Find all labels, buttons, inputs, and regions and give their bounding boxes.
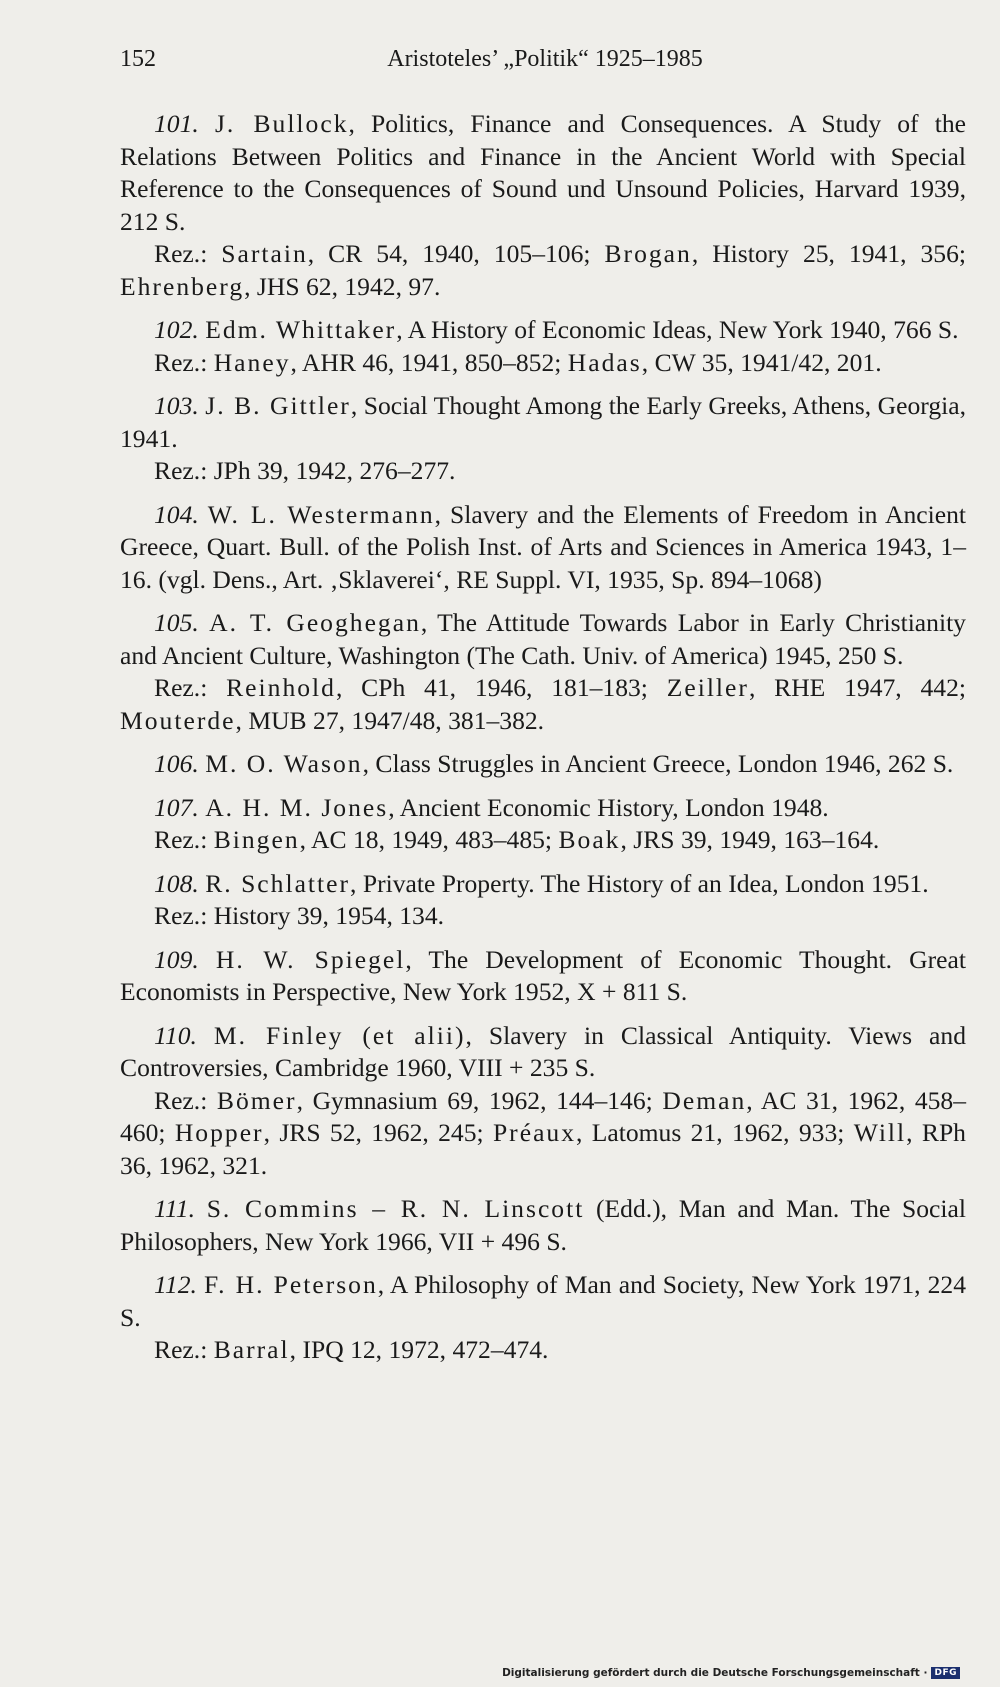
- reviewer-name: Barral: [213, 1335, 290, 1364]
- entry-details: , Class Struggles in Ancient Greece, London 1946, 262 S.: [362, 749, 954, 778]
- entry-details: , A History of Economic Ideas, New York 1940, 766 S.: [396, 315, 959, 344]
- entry-citation: [120, 1193, 966, 1258]
- reviewer-name: Bingen: [213, 825, 300, 854]
- review-text: Rez.:: [154, 673, 227, 702]
- review-text: Rez.:: [154, 239, 222, 268]
- bibliography-entry: [120, 390, 966, 488]
- review-text: Rez.: JPh 39, 1942, 276–277.: [154, 456, 456, 485]
- reviewer-name: Deman: [662, 1085, 747, 1115]
- review-text: Rez.:: [154, 825, 214, 854]
- entry-number: 105.: [154, 608, 199, 637]
- reviewer-name: Hopper: [174, 1118, 264, 1147]
- entry-author: R. Schlatter: [205, 868, 351, 898]
- bibliography-entry: [120, 607, 966, 737]
- entry-citation: [120, 607, 966, 672]
- reviewer-name: Mouterde: [120, 705, 236, 735]
- reviewer-name: Reinhold: [226, 673, 336, 702]
- entry-details: , Slavery and the Elements of Freedom in Ancient Greece, Quart. Bull. of the Polish Inst. of Arts and Sciences in America 1943, 1–16. (vgl. Dens., Art. ‚Sklaverei‘, RE Suppl. VI, 1935, Sp. 894–1068): [120, 499, 966, 594]
- entry-number: 106.: [154, 749, 199, 778]
- entry-citation: [120, 499, 966, 597]
- entry-author: W. L. Westermann: [207, 499, 435, 529]
- entry-reviews: [120, 1334, 966, 1367]
- bibliography-entry: [120, 108, 966, 303]
- bibliography-entry: [120, 314, 966, 379]
- entry-citation: [120, 1269, 966, 1334]
- review-text: , JRS 52, 1962, 245;: [263, 1118, 493, 1147]
- entry-citation: [120, 868, 966, 901]
- reviewer-name: Sartain: [221, 239, 308, 268]
- page-header: [120, 46, 970, 80]
- entry-details: , The Development of Economic Thought. Great Economists in Perspective, New York 1952, X + 811 S.: [120, 944, 966, 1006]
- review-text: , History 25, 1941, 356;: [691, 239, 966, 268]
- entry-number: 108.: [154, 868, 199, 898]
- review-text: , CW 35, 1941/42, 201.: [641, 347, 882, 377]
- reviewer-name: Brogan: [604, 239, 692, 268]
- entry-author: S. Commins – R. N. Linscott: [206, 1194, 585, 1223]
- review-text: , CPh 41, 1946, 181–183;: [335, 673, 667, 702]
- entry-details: , Social Thought Among the Early Greeks, Athens, Georgia, 1941.: [120, 391, 967, 453]
- entry-number: 111.: [154, 1194, 195, 1223]
- review-text: Rez.:: [154, 1085, 217, 1115]
- entry-reviews: [120, 1085, 966, 1183]
- entry-citation: [120, 390, 966, 455]
- review-text: , AHR 46, 1941, 850–852;: [290, 347, 568, 377]
- entry-number: 110.: [154, 1020, 197, 1050]
- entry-citation: [120, 314, 966, 347]
- entry-citation: [120, 748, 966, 781]
- entry-author: A. T. Geoghegan: [209, 608, 421, 637]
- entry-author: Edm. Whittaker: [205, 315, 397, 344]
- review-text: , RHE 1947, 442;: [748, 673, 967, 702]
- entry-number: 104.: [154, 499, 199, 529]
- bibliography-entry: [120, 868, 966, 933]
- dfg-logo: DFG: [931, 1667, 960, 1679]
- reviewer-name: Bömer: [216, 1085, 297, 1115]
- reviewer-name: Will: [853, 1118, 907, 1147]
- entry-author: F. H. Peterson: [203, 1270, 378, 1299]
- review-text: , JRS 39, 1949, 163–164.: [620, 825, 880, 854]
- entry-author: M. O. Wason: [205, 749, 363, 778]
- review-text: , AC 31, 1962, 458–460;: [120, 1085, 967, 1147]
- review-text: Rez.:: [154, 347, 214, 377]
- review-text: , RPh 36, 1962, 321.: [120, 1118, 966, 1180]
- entry-author: M. Finley (et alii): [213, 1020, 466, 1050]
- entry-details: (Edd.), Man and Man. The Social Philosophers, New York 1966, VII + 496 S.: [120, 1194, 966, 1256]
- entry-number: 101.: [154, 109, 199, 138]
- entry-author: J. Bullock: [214, 109, 349, 138]
- bibliography-list: [120, 108, 966, 1378]
- entry-author: H. W. Spiegel: [215, 944, 406, 974]
- review-text: , MUB 27, 1947/48, 381–382.: [235, 705, 545, 735]
- entry-reviews: [120, 900, 966, 933]
- entry-citation: [120, 108, 966, 238]
- entry-number: 109.: [154, 944, 199, 974]
- reviewer-name: Préaux: [492, 1118, 577, 1147]
- review-text: , IPQ 12, 1972, 472–474.: [289, 1335, 549, 1364]
- page-number: 152: [120, 46, 156, 72]
- reviewer-name: Haney: [213, 347, 291, 377]
- entry-reviews: [120, 672, 966, 737]
- entry-citation: [120, 944, 966, 1009]
- entry-number: 103.: [154, 391, 199, 420]
- entry-number: 102.: [154, 315, 199, 344]
- running-title: Aristoteles’ „Politik“ 1925–1985: [387, 46, 703, 72]
- bibliography-entry: [120, 1269, 966, 1367]
- entry-number: 107.: [154, 792, 199, 822]
- bibliography-entry: [120, 792, 966, 857]
- entry-details: , Slavery in Classical Antiquity. Views and Controversies, Cambridge 1960, VIII + 235 S.: [120, 1020, 966, 1082]
- digitization-footer: [502, 1667, 960, 1679]
- review-text: , JHS 62, 1942, 97.: [244, 271, 441, 301]
- entry-reviews: [120, 238, 966, 303]
- entry-reviews: [120, 347, 966, 380]
- reviewer-name: Hadas: [567, 347, 642, 377]
- review-text: , CR 54, 1940, 105–106;: [307, 239, 605, 268]
- entry-details: , Politics, Finance and Consequences. A Study of the Relations Between Politics and Finance in the Ancient World with Special Reference to the Consequences of Sound und Unsound Policies, Harvard 1939, 212 S.: [120, 109, 966, 236]
- review-text: , AC 18, 1949, 483–485;: [299, 825, 559, 854]
- bibliography-entry: [120, 499, 966, 597]
- bibliography-entry: [120, 1193, 966, 1258]
- review-text: , Gymnasium 69, 1962, 144–146;: [296, 1085, 663, 1115]
- bibliography-entry: [120, 748, 966, 781]
- entry-details: , Ancient Economic History, London 1948.: [388, 792, 829, 822]
- entry-reviews: [120, 824, 966, 857]
- review-text: Rez.:: [154, 1335, 214, 1364]
- bibliography-entry: [120, 1020, 966, 1183]
- entry-reviews: [120, 455, 966, 488]
- entry-author: A. H. M. Jones: [205, 792, 389, 822]
- entry-citation: [120, 792, 966, 825]
- review-text: , Latomus 21, 1962, 933;: [576, 1118, 854, 1147]
- reviewer-name: Boak: [558, 825, 621, 854]
- bibliography-entry: [120, 944, 966, 1009]
- entry-details: , A Philosophy of Man and Society, New York 1971, 224 S.: [120, 1270, 966, 1332]
- reviewer-name: Ehrenberg: [120, 271, 245, 301]
- entry-author: J. B. Gittler: [205, 391, 351, 420]
- review-text: Rez.: History 39, 1954, 134.: [154, 901, 445, 930]
- entry-details: , The Attitude Towards Labor in Early Christianity and Ancient Culture, Washington (The Cath. Univ. of America) 1945, 250 S.: [120, 608, 966, 670]
- entry-details: , Private Property. The History of an Idea, London 1951.: [350, 868, 929, 898]
- reviewer-name: Zeiller: [666, 673, 749, 702]
- entry-number: 112.: [154, 1270, 197, 1299]
- entry-citation: [120, 1020, 966, 1085]
- footer-text: Digitalisierung gefördert durch die Deutsche Forschungsgemeinschaft ·: [502, 1667, 928, 1679]
